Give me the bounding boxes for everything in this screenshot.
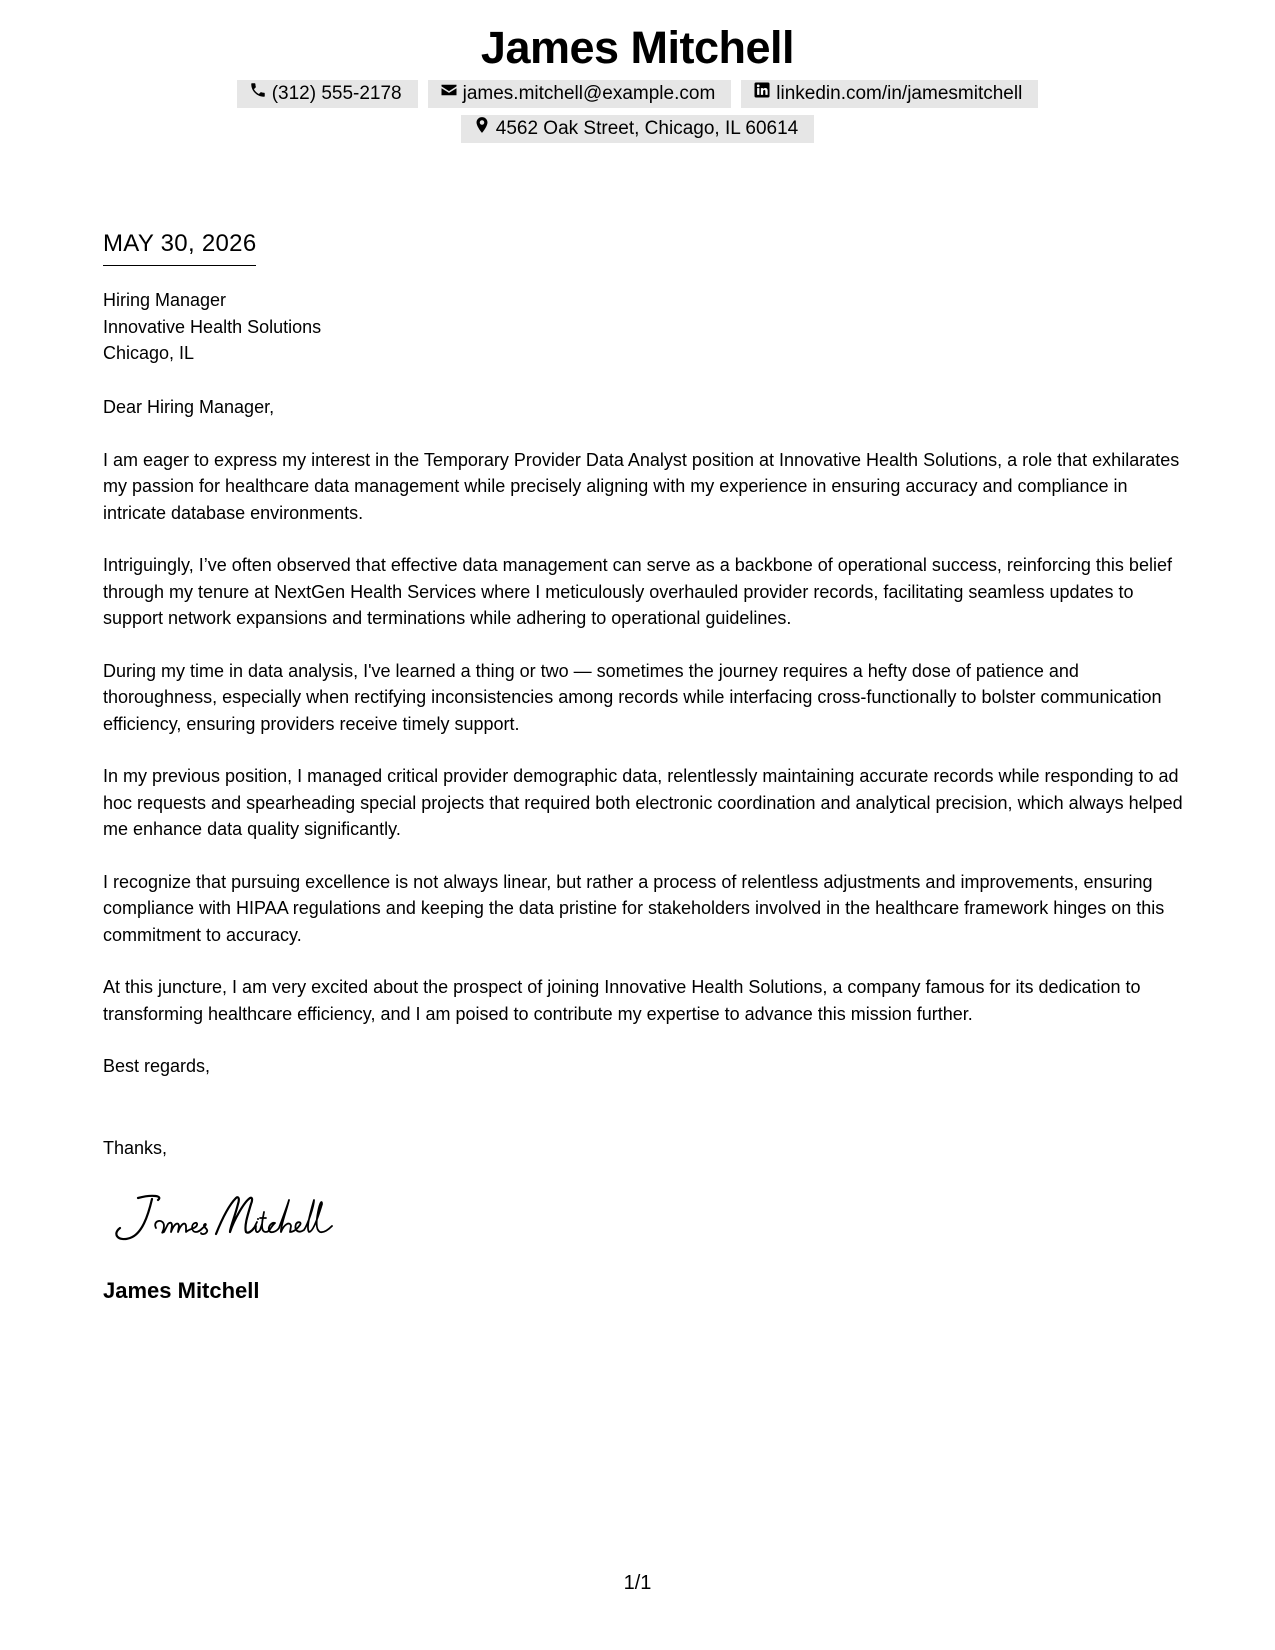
- linkedin-icon: [753, 80, 771, 108]
- envelope-icon: [440, 80, 458, 108]
- body-paragraph-6: At this juncture, I am very excited about the prospect of joining Innovative Health Solutions, a company famous for its dedication to transforming healthcare efficiency, and I am poised to contribute my expertise to advance this mission further.: [103, 977, 1141, 1024]
- recipient-location: Chicago, IL: [103, 343, 195, 363]
- letter-date: MAY 30, 2026: [103, 229, 256, 266]
- body-paragraph-1: I am eager to express my interest in the Temporary Provider Data Analyst position at Innovative Health Solutions, a role that exhilarates my passion for healthcare data management while precisely aligning with my experience in ensuring accuracy and compliance in intricate database environments.: [103, 449, 1180, 523]
- contact-row-primary: [0, 80, 1275, 108]
- email-chip[interactable]: [428, 80, 732, 108]
- linkedin-chip[interactable]: [741, 80, 1038, 108]
- page-number: 1/1: [623, 1572, 652, 1594]
- recipient-block: [103, 287, 321, 367]
- recipient-title: Hiring Manager: [103, 290, 227, 310]
- applicant-name-heading: James Mitchell: [480, 22, 795, 73]
- closing: Best regards,: [103, 1056, 211, 1076]
- email-text: james.mitchell@example.com: [462, 83, 716, 104]
- body-paragraph-2: Intriguingly, I’ve often observed that effective data management can serve as a backbone of operational success, reinforcing this belief through my tenure at NextGen Health Services where I meticulously overhauled provider records, facilitating seamless updates to support network expansions and terminations while adhering to operational guidelines.: [103, 555, 1172, 628]
- thanks-line: Thanks,: [103, 1138, 168, 1158]
- body-paragraph-4: In my previous position, I managed critical provider demographic data, relentlessly maintaining accurate records while responding to ad hoc requests and spearheading special projects that required both electronic coordination and analytical precision, which always helped me enhance data quality significantly.: [103, 766, 1183, 839]
- contact-row-secondary: [0, 115, 1275, 143]
- letter-body: [103, 394, 1183, 1106]
- salutation: Dear Hiring Manager,: [103, 397, 275, 417]
- body-paragraph-3: During my time in data analysis, I've learned a thing or two — sometimes the journey requires a hefty dose of patience and thoroughness, especially when rectifying inconsistencies among records while interfacing cross-functionally to bolster communication efficiency, ensuring providers receive timely support.: [103, 660, 1162, 734]
- signer-name: James Mitchell: [103, 1278, 260, 1303]
- body-paragraph-5: I recognize that pursuing excellence is not always linear, but rather a process of relentless adjustments and improvements, ensuring compliance with HIPAA regulations and keeping the data pristine for stakeholders involved in the healthcare framework hinges on this commitment to accuracy.: [103, 871, 1165, 945]
- linkedin-text: linkedin.com/in/jamesmitchell: [776, 83, 1023, 104]
- phone-icon: [249, 80, 267, 108]
- phone-chip: [237, 80, 418, 108]
- address-chip: [461, 115, 814, 143]
- recipient-company: Innovative Health Solutions: [103, 316, 322, 337]
- address-text: 4562 Oak Street, Chicago, IL 60614: [495, 118, 799, 139]
- map-marker-icon: [473, 115, 491, 143]
- handwritten-signature: [108, 1188, 358, 1248]
- phone-text: (312) 555-2178: [271, 83, 402, 104]
